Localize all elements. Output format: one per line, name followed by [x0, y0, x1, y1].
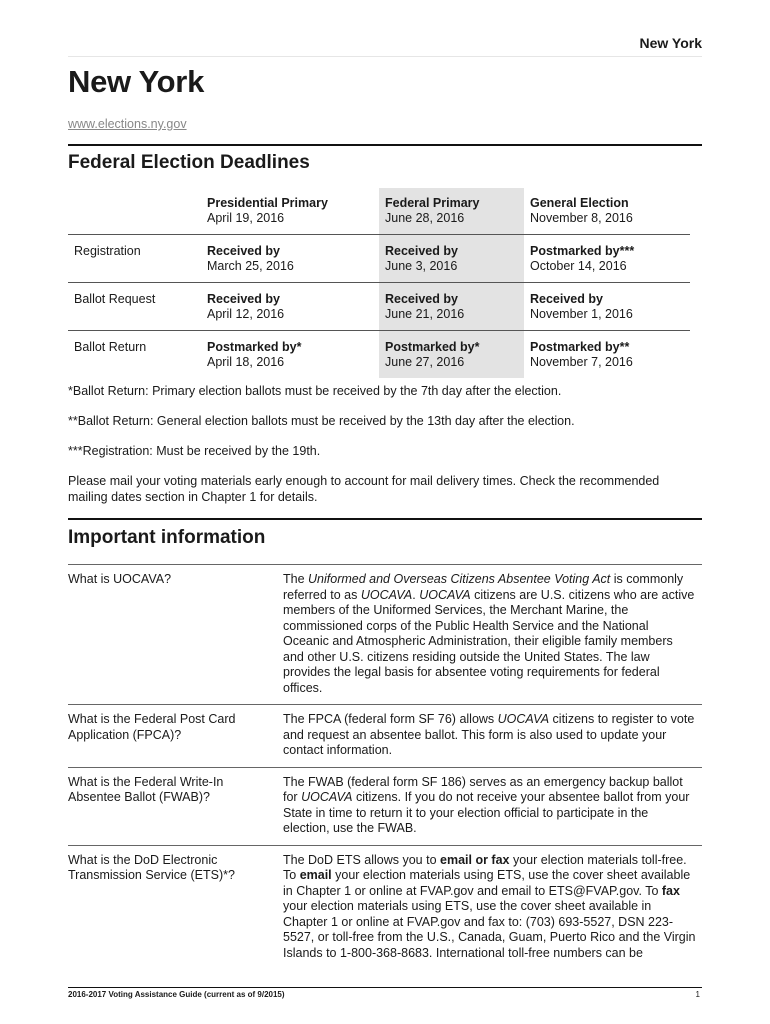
deadlines-table [68, 188, 690, 378]
deadline-date: March 25, 2016 [207, 259, 294, 273]
deadline-cell [379, 235, 524, 283]
info-row-ets [68, 845, 702, 969]
running-header-title: New York [639, 35, 702, 51]
column-header [379, 188, 524, 235]
deadline-date: October 14, 2016 [530, 259, 627, 273]
column-header [524, 188, 690, 235]
info-answer [283, 845, 702, 969]
italic-text: UOCAVA [360, 587, 413, 602]
bold-text: fax [661, 883, 680, 898]
website-link[interactable]: www.elections.ny.gov [68, 117, 187, 131]
column-label: Federal Primary [385, 196, 480, 210]
row-label: Ballot Request [68, 283, 201, 331]
info-row-fpca [68, 705, 702, 768]
deadline-type: Postmarked by* [207, 340, 302, 354]
italic-text: UOCAVA [497, 712, 550, 726]
page-number: 1 [695, 990, 700, 999]
deadline-row-registration [68, 235, 690, 283]
info-question: What is the Federal Write-In Absentee Ballot (FWAB)? [68, 767, 283, 845]
deadline-cell [379, 283, 524, 331]
column-date: November 8, 2016 [530, 211, 633, 225]
corner-cell [68, 188, 201, 235]
page-title: New York [68, 64, 205, 99]
deadline-cell [524, 331, 690, 379]
text-run: your election materials toll-free. To [283, 852, 687, 882]
footer-divider [68, 987, 702, 988]
info-answer [283, 705, 702, 768]
deadline-date: June 27, 2016 [385, 355, 465, 369]
deadline-date: November 7, 2016 [530, 355, 633, 369]
text-run: your election materials using ETS, use the cover sheet available in Chapter 1 or online at FVAP.gov and email to ETS@FVAP.gov. To [283, 868, 691, 898]
section-divider [68, 144, 702, 146]
deadline-date: April 12, 2016 [207, 307, 285, 321]
column-label: General Election [530, 196, 629, 210]
column-date: June 28, 2016 [385, 211, 465, 225]
text-run: is commonly referred to as [283, 572, 684, 602]
document-page [68, 0, 702, 1024]
info-question: What is the Federal Post Card Application (FPCA)? [68, 705, 283, 768]
deadline-cell [379, 331, 524, 379]
deadline-cell [201, 283, 379, 331]
info-row-fwab [68, 767, 702, 845]
info-row-uocava [68, 565, 702, 705]
deadlines-header-row [68, 188, 690, 235]
text-run: The [283, 572, 309, 586]
text-run: citizens to register to vote and request an absentee ballot. This form is also used to update your contact information. [283, 712, 695, 757]
deadline-type: Received by [385, 292, 458, 306]
text-run: . [412, 587, 420, 602]
deadline-type: Postmarked by*** [530, 244, 635, 258]
footer-guide-title: 2016-2017 Voting Assistance Guide (current as of 9/2015) [68, 990, 285, 999]
deadline-cell [524, 235, 690, 283]
info-question: What is the DoD Electronic Transmission Service (ETS)*? [68, 845, 283, 969]
italic-text: Uniformed and Overseas Citizens Absentee Voting Act [308, 572, 611, 586]
deadline-row-ballot-return [68, 331, 690, 379]
text-run: The FPCA (federal form SF 76) allows [283, 712, 498, 726]
deadline-date: June 21, 2016 [385, 307, 465, 321]
footnote-registration: ***Registration: Must be received by the 19th. [68, 444, 321, 458]
deadline-date: April 18, 2016 [207, 355, 285, 369]
header-divider [68, 56, 702, 57]
deadline-cell [201, 235, 379, 283]
deadline-cell [201, 331, 379, 379]
deadline-cell [524, 283, 690, 331]
deadline-date: June 3, 2016 [385, 259, 458, 273]
text-run: citizens are U.S. citizens who are active members of the Uniformed Services, the Merchant Marine, the commissioned corps of the Public Health Service and the National Oceanic and Atmospheric Administration, their eligible family members and other U.S. citizens residing outside the United States. The law provides the legal basis for absentee voting requirements for federal offices. [283, 587, 695, 695]
italic-text: UOCAVA [419, 587, 471, 602]
important-info-table [68, 564, 702, 969]
bold-text: email or fax [440, 852, 510, 867]
row-label: Ballot Return [68, 331, 201, 379]
deadlines-heading: Federal Election Deadlines [68, 152, 310, 173]
deadline-type: Postmarked by* [385, 340, 480, 354]
column-date: April 19, 2016 [207, 211, 285, 225]
text-run: your election materials using ETS, use the cover sheet available in Chapter 1 or online at FVAP.gov and fax to: (703) 693-5527, DSN 223-5527, or toll-free from the U.S., Canada, Guam, Puerto Rico and the Virgin Islands to 1-800-368-8683. International toll-free numbers can be [283, 899, 696, 960]
important-info-heading: Important information [68, 527, 266, 548]
bold-text: email [299, 868, 332, 882]
italic-text: UOCAVA [301, 790, 353, 804]
column-label: Presidential Primary [207, 196, 328, 210]
info-question: What is UOCAVA? [68, 565, 283, 705]
deadline-date: November 1, 2016 [530, 307, 633, 321]
row-label: Registration [68, 235, 201, 283]
info-answer [283, 565, 702, 705]
deadline-row-ballot-request [68, 283, 690, 331]
deadline-type: Received by [207, 292, 280, 306]
section-divider [68, 518, 702, 520]
text-run: citizens. If you do not receive your absentee ballot from your State in time to return it to your election official to participate in the election, use the FWAB. [283, 790, 690, 835]
footnote-ballot-return-primary: *Ballot Return: Primary election ballots must be received by the 7th day after the election. [68, 384, 562, 398]
deadline-type: Received by [530, 292, 603, 306]
text-run: The FWAB (federal form SF 186) serves as an emergency backup ballot for [283, 774, 683, 804]
column-header [201, 188, 379, 235]
mailing-advice: Please mail your voting materials early enough to account for mail delivery times. Check the recommended mailing dates section in Chapter 1 for details. [68, 474, 660, 504]
info-answer [283, 767, 702, 845]
deadline-type: Postmarked by** [530, 340, 630, 354]
deadline-type: Received by [385, 244, 458, 258]
text-run: The DoD ETS allows you to [283, 852, 441, 867]
deadline-type: Received by [207, 244, 280, 258]
footnote-ballot-return-general: **Ballot Return: General election ballots must be received by the 13th day after the election. [68, 414, 575, 428]
